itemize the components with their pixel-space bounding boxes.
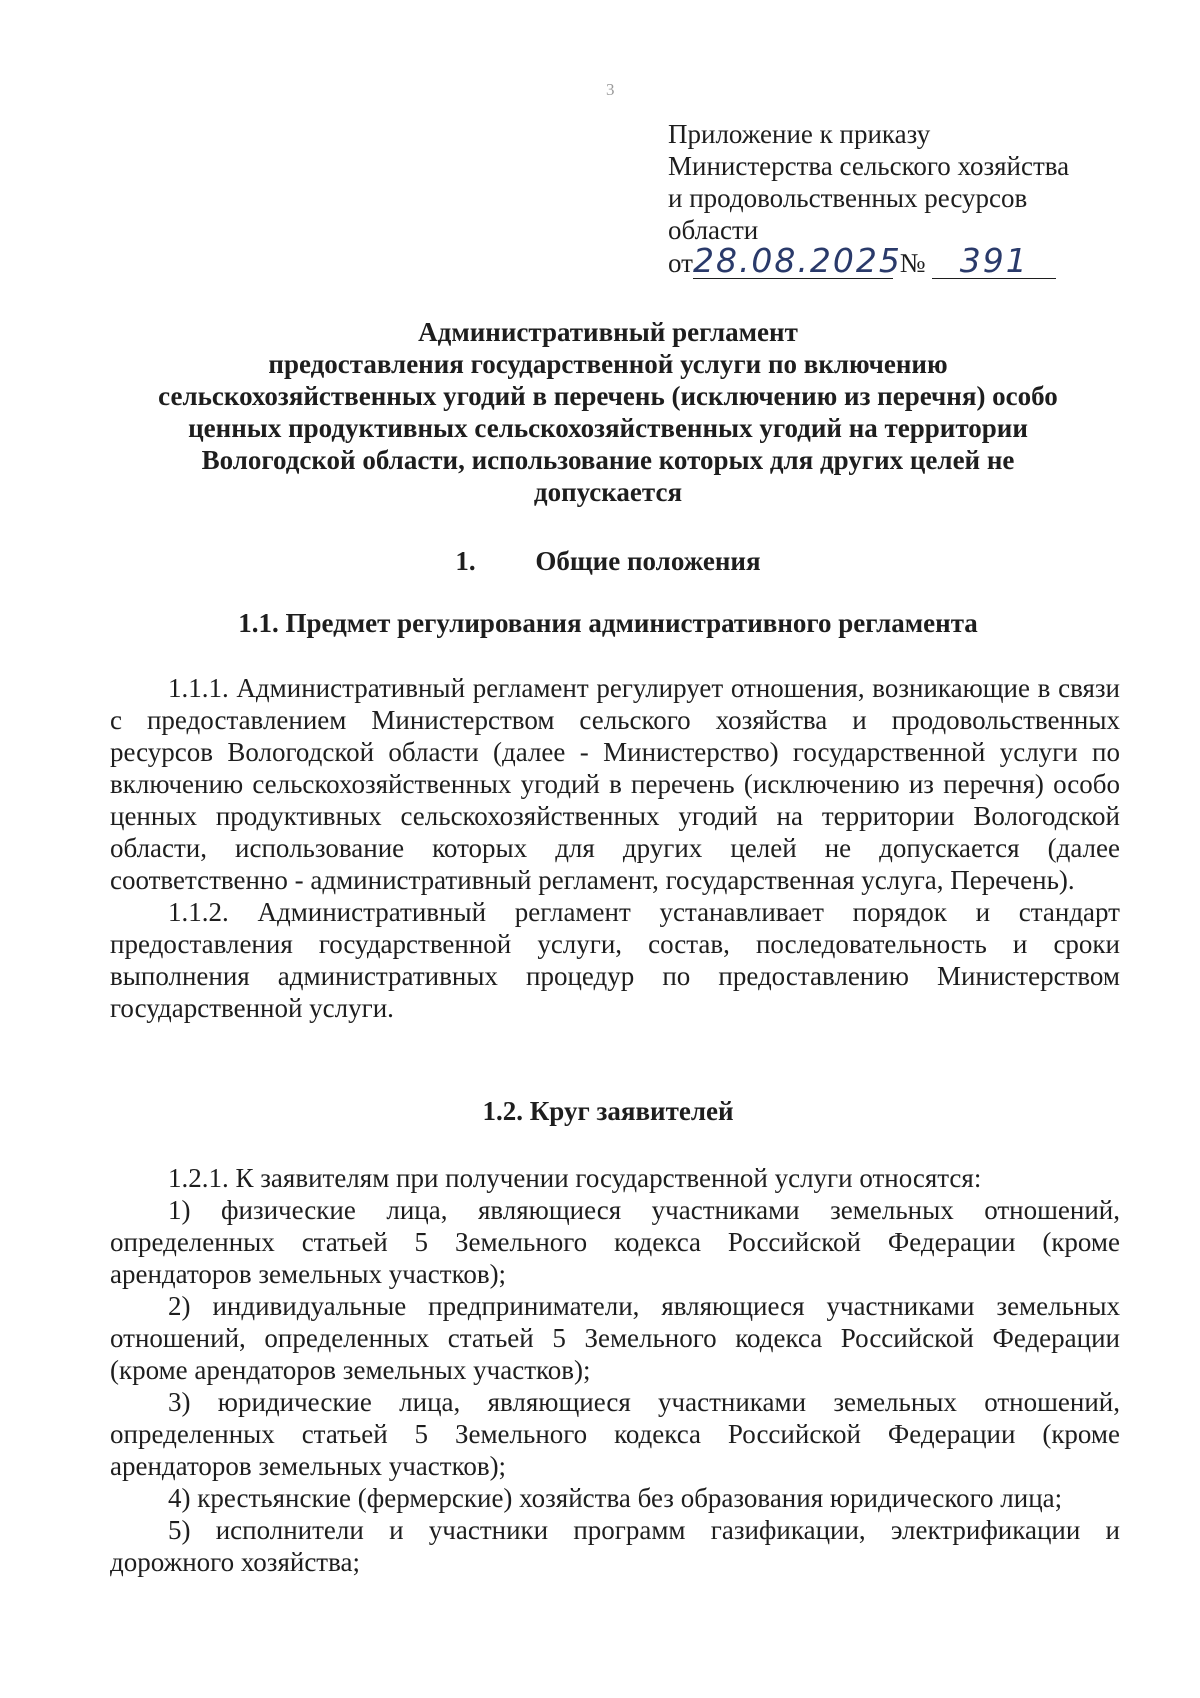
date-prefix: от [668,248,693,278]
handwritten-number-field [932,241,1056,280]
appendix-line: Приложение к приказу [668,119,931,149]
subsection-heading: 1.2. Круг заявителей [482,1096,734,1126]
handwritten-date-field [692,241,902,280]
section-number: 1. [455,546,476,576]
appendix-line: области [668,215,759,245]
page-number: 3 [606,80,615,99]
section-title: Общие положения [535,546,761,576]
paragraph: 1.1.2. Административный регламент устанавливает порядок и стандарт предоставления государственной услуги, состав, последовательность и сроки выполнения административных процедур по предоставлению Министерством государственной услуги. [110,897,1120,1023]
appendix-line: и продовольственных ресурсов [668,183,1028,213]
appendix-date-line [668,241,1069,280]
title-line: Вологодской области, использование которых для других целей не [201,445,1015,475]
title-line: предоставления государственной услуги по включению [268,349,948,379]
appendix-block [668,118,1069,279]
document-title [108,316,1108,508]
title-line: Административный регламент [418,317,798,347]
title-line: допускается [533,477,683,507]
list-item: 4) крестьянские (фермерские) хозяйства без образования юридического лица; [168,1483,1063,1513]
list-item: 5) исполнители и участники программ газификации, электрификации и дорожного хозяйства; [110,1515,1120,1577]
paragraph: 1.2.1. К заявителям при получении государственной услуги относятся: [168,1163,982,1193]
handwritten-number: 391 [959,241,1029,280]
paragraph: 1.1.1. Административный регламент регулирует отношения, возникающие в связи с предоставлением Министерством сельского хозяйства и продовольственных ресурсов Вологодской области (далее - Министерство) государственной услуги по включению сельскохозяйственных угодий в перечень (исключению из перечня) особо ценных продуктивных сельскохозяйственных угодий на территории Вологодской области, использование которых для других целей не допускается (далее соответственно - административный регламент, государственная услуга, Перечень). [110,673,1120,895]
number-label: № [899,248,926,278]
title-line: ценных продуктивных сельскохозяйственных угодий на территории [188,413,1028,443]
list-item: 1) физические лица, являющиеся участниками земельных отношений, определенных статьей 5 Земельного кодекса Российской Федерации (кроме арендаторов земельных участков); [110,1195,1120,1289]
subsection-heading: 1.1. Предмет регулирования административного регламента [238,608,978,638]
section-heading [108,545,1108,577]
subsection-body [110,1162,1120,1578]
subsection-body [110,672,1120,1024]
title-line: сельскохозяйственных угодий в перечень (исключению из перечня) особо [158,381,1058,411]
handwritten-date: 28.08.2025 [692,241,902,280]
appendix-line: Министерства сельского хозяйства [668,151,1070,181]
list-item: 2) индивидуальные предприниматели, являющиеся участниками земельных отношений, определенных статьей 5 Земельного кодекса Российской Федерации (кроме арендаторов земельных участков); [110,1291,1120,1385]
list-item: 3) юридические лица, являющиеся участниками земельных отношений, определенных статьей 5 Земельного кодекса Российской Федерации (кроме арендаторов земельных участков); [110,1387,1120,1481]
